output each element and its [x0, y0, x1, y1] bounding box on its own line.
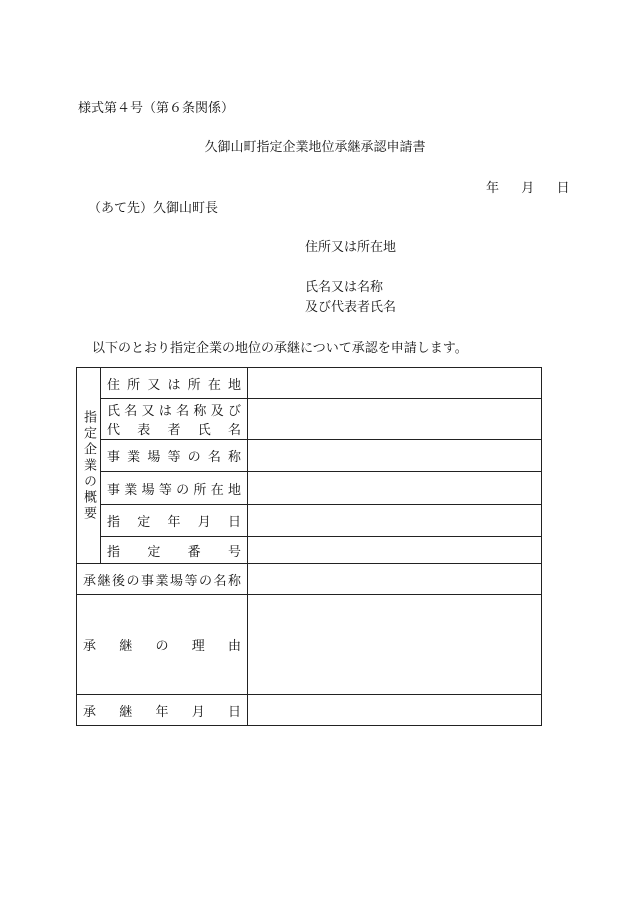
table-row	[77, 399, 542, 440]
table-row	[77, 695, 542, 726]
company-name-field[interactable]	[248, 399, 542, 440]
succession-date-field[interactable]	[248, 695, 542, 726]
table-row	[77, 368, 542, 399]
date-month-label: 月	[521, 181, 535, 196]
date-line	[486, 177, 570, 196]
site-name-label: 事業場等の名称	[101, 440, 248, 472]
table-row	[77, 537, 542, 564]
company-overview-group-label: 指定企業の概要	[77, 368, 101, 564]
successor-site-name-field[interactable]	[248, 564, 542, 595]
applicant-representative-label: 及び代表者氏名	[305, 300, 397, 315]
succession-reason-label: 承継の理由	[77, 595, 248, 695]
table-row	[77, 440, 542, 472]
company-address-label: 住所又は所在地	[101, 368, 248, 399]
site-location-label: 事業場等の所在地	[101, 472, 248, 505]
successor-site-name-label: 承継後の事業場等の名称	[77, 564, 248, 595]
table-row	[77, 472, 542, 505]
designation-number-field[interactable]	[248, 537, 542, 564]
table-row	[77, 564, 542, 595]
application-table	[76, 367, 542, 726]
site-location-field[interactable]	[248, 472, 542, 505]
designation-date-field[interactable]	[248, 505, 542, 537]
table-row	[77, 595, 542, 695]
intro-statement: 以下のとおり指定企業の地位の承継について承認を申請します。	[92, 341, 468, 356]
succession-date-label: 承継年月日	[77, 695, 248, 726]
company-name-label	[101, 399, 248, 440]
site-name-field[interactable]	[248, 440, 542, 472]
date-year-label: 年	[486, 181, 500, 196]
company-address-field[interactable]	[248, 368, 542, 399]
designation-number-label: 指定番号	[101, 537, 248, 564]
company-name-label-line1: 氏名又は名称及び	[107, 404, 241, 419]
company-name-label-line2: 代表者氏名	[107, 423, 241, 438]
date-day-label: 日	[556, 181, 570, 196]
table-row	[77, 505, 542, 537]
form-number: 様式第４号（第６条関係）	[78, 101, 235, 116]
document-title: 久御山町指定企業地位承継承認申請書	[204, 140, 426, 155]
applicant-name-label: 氏名又は名称	[305, 280, 384, 295]
designation-date-label: 指定年月日	[101, 505, 248, 537]
applicant-address-label: 住所又は所在地	[305, 240, 397, 255]
addressee: （あて先）久御山町長	[88, 201, 219, 216]
succession-reason-field[interactable]	[248, 595, 542, 695]
